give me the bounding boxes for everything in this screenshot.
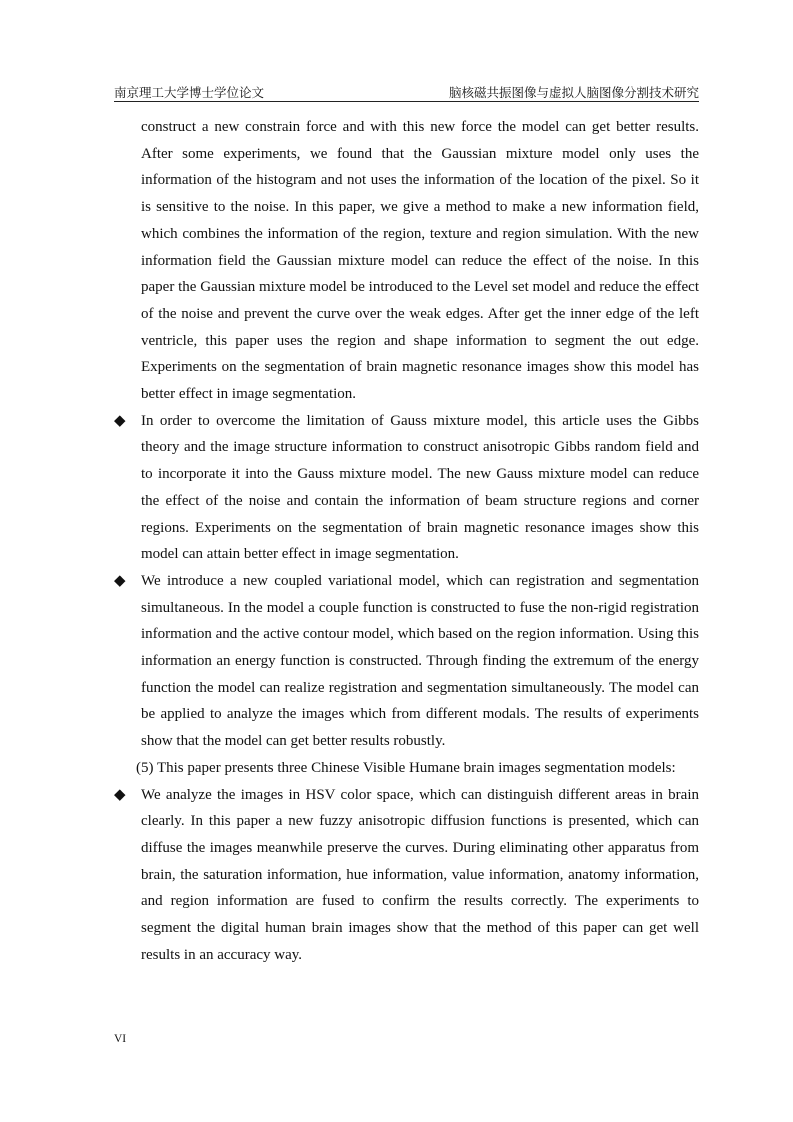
bullet-item-gibbs (114, 408, 699, 568)
bullet-text: We introduce a new coupled variational model, which can registration and segmentation simultaneous. In the model a couple function is constructed to fuse the non-rigid registration information and the active contour model, which based on the region information. Using this information an energy function is constructed. Through finding the extremum of the energy function the model can realize registration and segmentation simultaneously. The model can be applied to analyze the images which from different modals. The results of experiments show that the model can get better results robustly. (141, 572, 699, 750)
diamond-bullet-icon: ◆ (114, 786, 126, 803)
header-thesis-label: 南京理工大学博士学位论文 (114, 86, 265, 100)
continued-paragraph: construct a new constrain force and with this new force the model can get better results. After some experiments, we found that the Gaussian mixture model only uses the information of the histogram and not uses the information of the location of the pixel. So it is sensitive to the noise. In this paper, we give a method to make a new information field, which combines the information of the region, texture and region simulation. With the new information field the Gaussian mixture model can reduce the effect of the noise. In this paper the Gaussian mixture model be introduced to the Level set model and reduce the effect of the noise and prevent the curve over the weak edges. After get the inner edge of the left ventricle, this paper uses the region and shape information to segment the out edge. Experiments on the segmentation of brain magnetic resonance images show this model has better effect in image segmentation. (141, 119, 699, 403)
bullet-text: We analyze the images in HSV color space, which can distinguish different areas in brain clearly. In this paper a new fuzzy anisotropic diffusion functions is presented, which can diffuse the images meanwhile preserve the curves. During eliminating other apparatus from brain, the saturation information, hue information, value information, anatomy information, and region information are fused to confirm the results correctly. The experiments to segment the digital human brain images show that the method of this paper can get well results in an accuracy way. (141, 786, 699, 963)
bullet-text: In order to overcome the limitation of Gauss mixture model, this article uses the Gibbs theory and the image structure information to construct anisotropic Gibbs random field and to incorporate it into the Gauss mixture model. The new Gauss mixture model can reduce the effect of the noise and contain the information of beam structure regions and corner regions. Experiments on the segmentation of brain magnetic resonance images show this model can attain better effect in image segmentation. (141, 412, 699, 563)
page-header (114, 81, 699, 102)
page-number: VI (114, 1033, 127, 1045)
bullet-item-hsv (114, 782, 699, 969)
numbered-paragraph-5: (5) This paper presents three Chinese Visible Humane brain images segmentation models: (136, 759, 676, 776)
diamond-bullet-icon: ◆ (114, 412, 126, 429)
header-thesis-title: 脑核磁共振图像与虚拟人脑图像分割技术研究 (448, 86, 699, 100)
page-body (114, 114, 699, 969)
diamond-bullet-icon: ◆ (114, 572, 126, 589)
bullet-item-coupled-model (114, 568, 699, 755)
